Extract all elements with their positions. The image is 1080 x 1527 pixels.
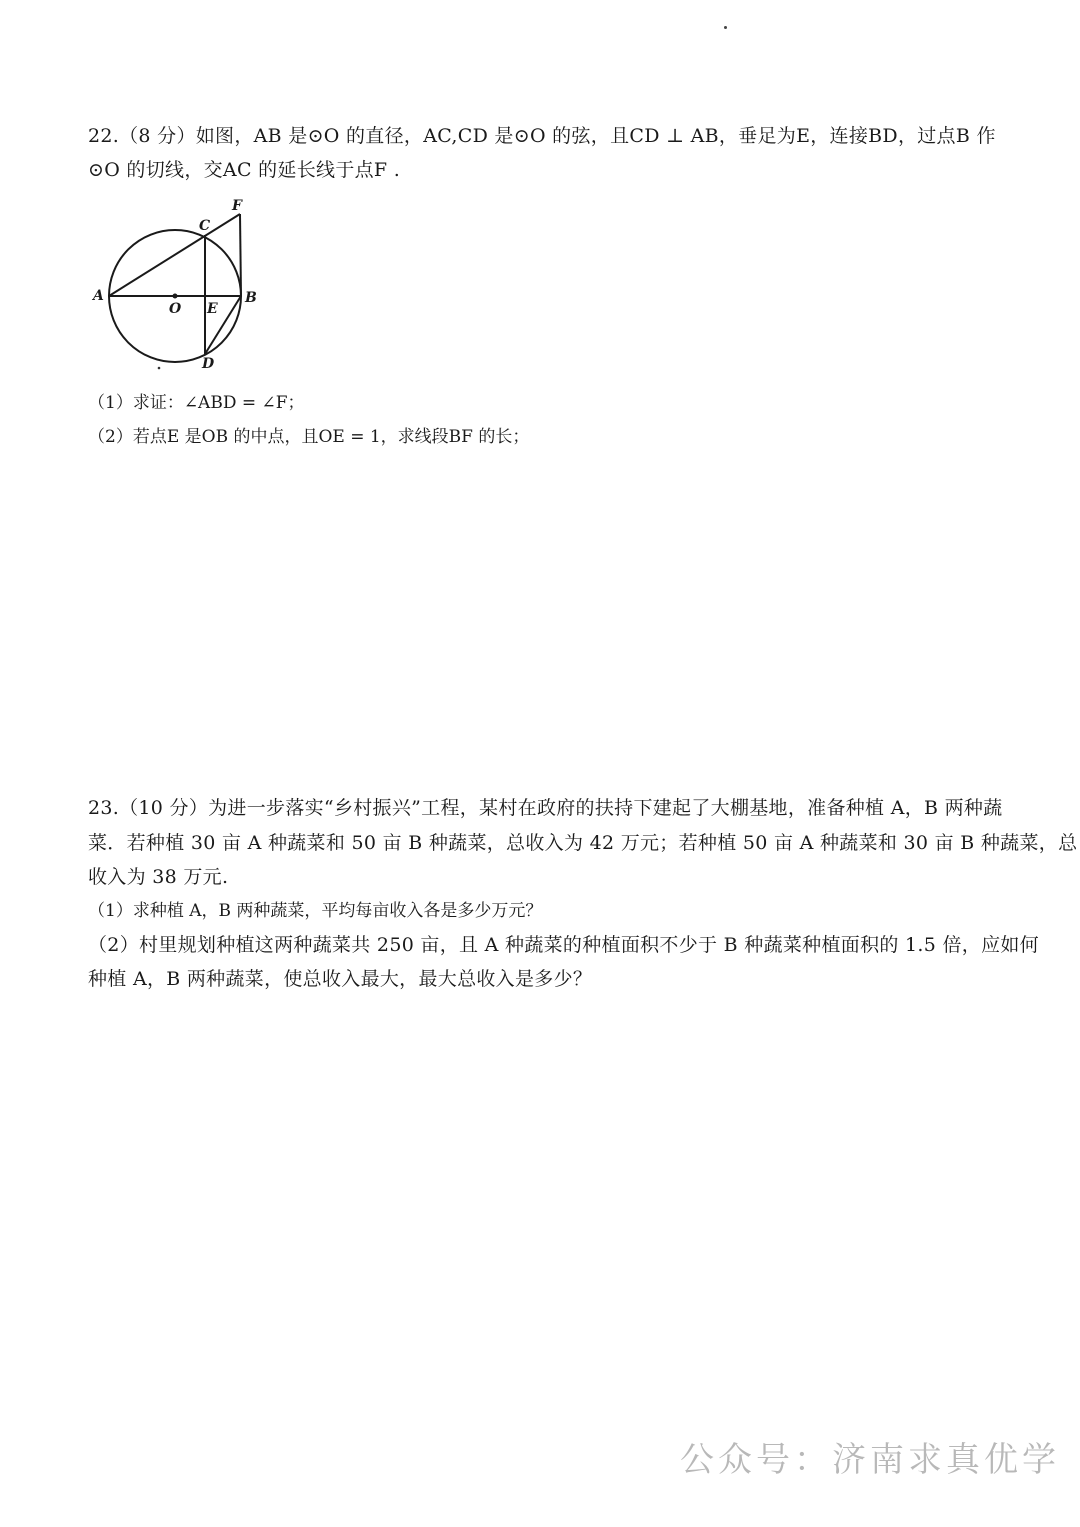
label-b: B <box>245 290 257 306</box>
stray-dot <box>724 26 727 29</box>
q23-part2-line2: 种植 A，B 两种蔬菜，使总收入最大，最大总收入是多少？ <box>88 968 593 990</box>
q22-stem-line2: ⊙O 的切线，交AC 的延长线于点F . <box>88 159 401 181</box>
q23-stem-line1: 23.（10 分）为进一步落实“乡村振兴”工程，某村在政府的扶持下建起了大棚基地，准备种植 A，B 两种蔬 <box>88 797 1003 819</box>
q23-stem-line3: 收入为 38 万元. <box>88 866 229 888</box>
q22-part1: （1）求证：∠ABD = ∠F； <box>88 393 305 413</box>
q23-stem-line2: 菜．若种植 30 亩 A 种蔬菜和 50 亩 B 种蔬菜，总收入为 42 万元；若种植 50 亩 A 种蔬菜和 30 亩 B 种蔬菜，总 <box>88 832 1078 854</box>
watermark: 公众号：济南求真优学 <box>680 1440 1060 1480</box>
label-o: O <box>169 301 182 317</box>
stray-figure-dot <box>158 367 161 370</box>
label-e: E <box>207 301 218 317</box>
label-a: A <box>93 288 104 304</box>
segment-af <box>109 214 240 296</box>
q22-circle-figure <box>88 192 268 372</box>
q23-part1: （1）求种植 A，B 两种蔬菜，平均每亩收入各是多少万元？ <box>88 901 543 921</box>
label-d: D <box>202 356 215 372</box>
center-dot <box>173 294 178 299</box>
label-f: F <box>232 198 242 214</box>
q22-part2: （2）若点E 是OB 的中点，且OE = 1，求线段BF 的长； <box>88 427 530 447</box>
q23-part2-line1: （2）村里规划种植这两种蔬菜共 250 亩，且 A 种蔬菜的种植面积不少于 B 种蔬菜种植面积的 1.5 倍，应如何 <box>88 934 1039 956</box>
q22-stem-line1: 22.（8 分）如图，AB 是⊙O 的直径，AC,CD 是⊙O 的弦，且CD ⊥ AB，垂足为E，连接BD，过点B 作 <box>88 125 996 147</box>
segment-bf <box>240 214 241 296</box>
circle-diagram <box>88 192 268 372</box>
label-c: C <box>199 218 211 234</box>
